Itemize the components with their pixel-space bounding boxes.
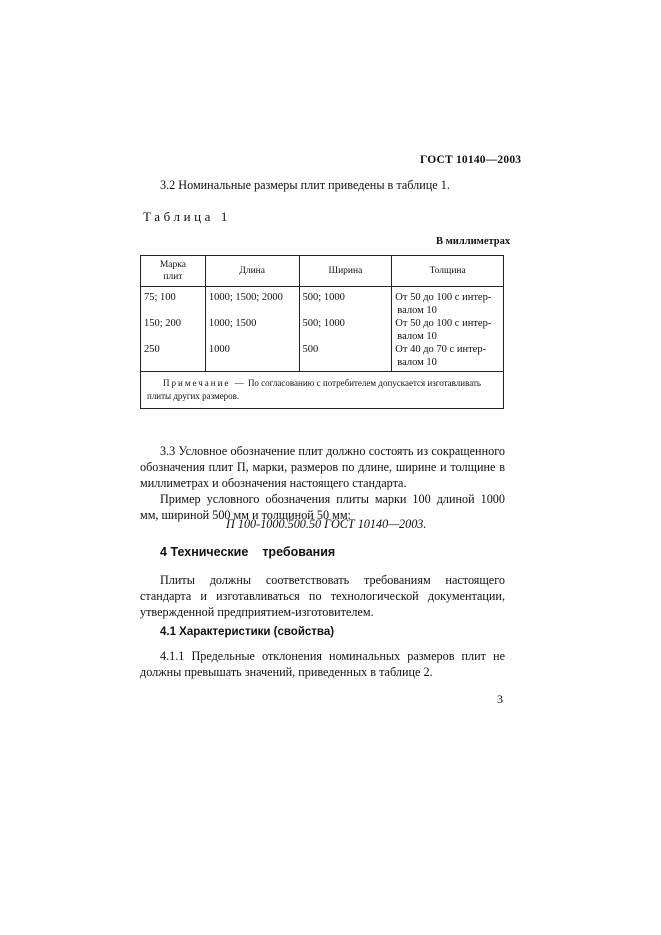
page-number: 3 (497, 692, 503, 706)
cell-length: 1000; 1500 (208, 318, 257, 329)
cell-thickness-line2: валом 10 (397, 305, 437, 316)
cell-thickness (395, 291, 500, 317)
designation-example: П 100-1000.500.50 ГОСТ 10140—2003. (226, 517, 427, 531)
column-width (299, 287, 392, 372)
cell-thickness (395, 317, 500, 343)
header-mark-line2: плит (163, 272, 183, 282)
section-4-heading (160, 545, 335, 559)
section-4-1-1 (140, 648, 505, 680)
header-mark (141, 256, 206, 287)
cell-thickness-line1: От 40 до 70 с интер- (395, 344, 487, 355)
section-4-number: 4 (160, 545, 167, 559)
example-paragraph: Пример условного обозначения плиты марки 100 длиной 1000 мм, шириной 500 мм и толщиной 50 мм: (140, 492, 505, 522)
cell-thickness-line1: От 50 до 100 с интер- (395, 318, 492, 329)
cell-thickness-line2: валом 10 (397, 331, 437, 342)
cell-mark: 75; 100 (144, 292, 176, 303)
header-length: Длина (205, 256, 299, 287)
section-3-3-paragraph: 3.3 Условное обозначение плит должно состоять из сокращенного обозначения плит П, марки, размеров по длине, ширине и толщине в миллиметрах и обозначения настоящего стандарта. (140, 444, 505, 490)
section-3-2-text: 3.2 Номинальные размеры плит приведены в таблице 1. (160, 178, 450, 192)
section-4-paragraph: Плиты должны соответствовать требованиям настоящего стандарта и изготавливаться по технологической документации, утвержденной предприятием-изготовителем. (140, 573, 505, 619)
note-label: Примечание — (163, 378, 246, 388)
section-4-body (140, 572, 505, 620)
section-3-3 (140, 443, 505, 523)
column-length (205, 287, 299, 372)
cell-length: 1000; 1500; 2000 (208, 292, 283, 303)
cell-mark: 150; 200 (144, 318, 182, 329)
cell-width: 500 (302, 344, 319, 355)
table-note-row (141, 372, 504, 409)
column-mark (141, 287, 206, 372)
header-thickness: Толщина (392, 256, 504, 287)
cell-length: 1000 (208, 344, 230, 355)
cell-mark: 250 (144, 344, 160, 355)
section-4-title-word2: требования (262, 545, 336, 559)
note-text: По согласованию с потребителем допускается изготавливать плиты других размеров. (147, 378, 482, 401)
document-code: ГОСТ 10140—2003 (420, 154, 522, 166)
cell-thickness-line1: От 50 до 100 с интер- (395, 292, 492, 303)
cell-thickness (395, 343, 500, 371)
section-4-title-word1: Технические (170, 545, 249, 559)
cell-width: 500; 1000 (302, 292, 345, 303)
cell-thickness-line2: валом 10 (397, 357, 437, 368)
column-thickness (392, 287, 504, 372)
cell-width: 500; 1000 (302, 318, 345, 329)
header-mark-line1: Марка (159, 260, 186, 270)
table-title: Таблица 1 (143, 209, 231, 224)
table-units: В миллиметрах (436, 236, 511, 247)
dimensions-table (140, 255, 504, 409)
table-note (141, 372, 504, 409)
table-row (141, 287, 504, 372)
section-4-1-1-paragraph: 4.1.1 Предельные отклонения номинальных размеров плит не должны превышать значений, приведенных в таблице 2. (140, 649, 505, 679)
table-header-row (141, 256, 504, 287)
section-4-1-heading: 4.1 Характеристики (свойства) (160, 626, 335, 638)
header-width: Ширина (299, 256, 392, 287)
